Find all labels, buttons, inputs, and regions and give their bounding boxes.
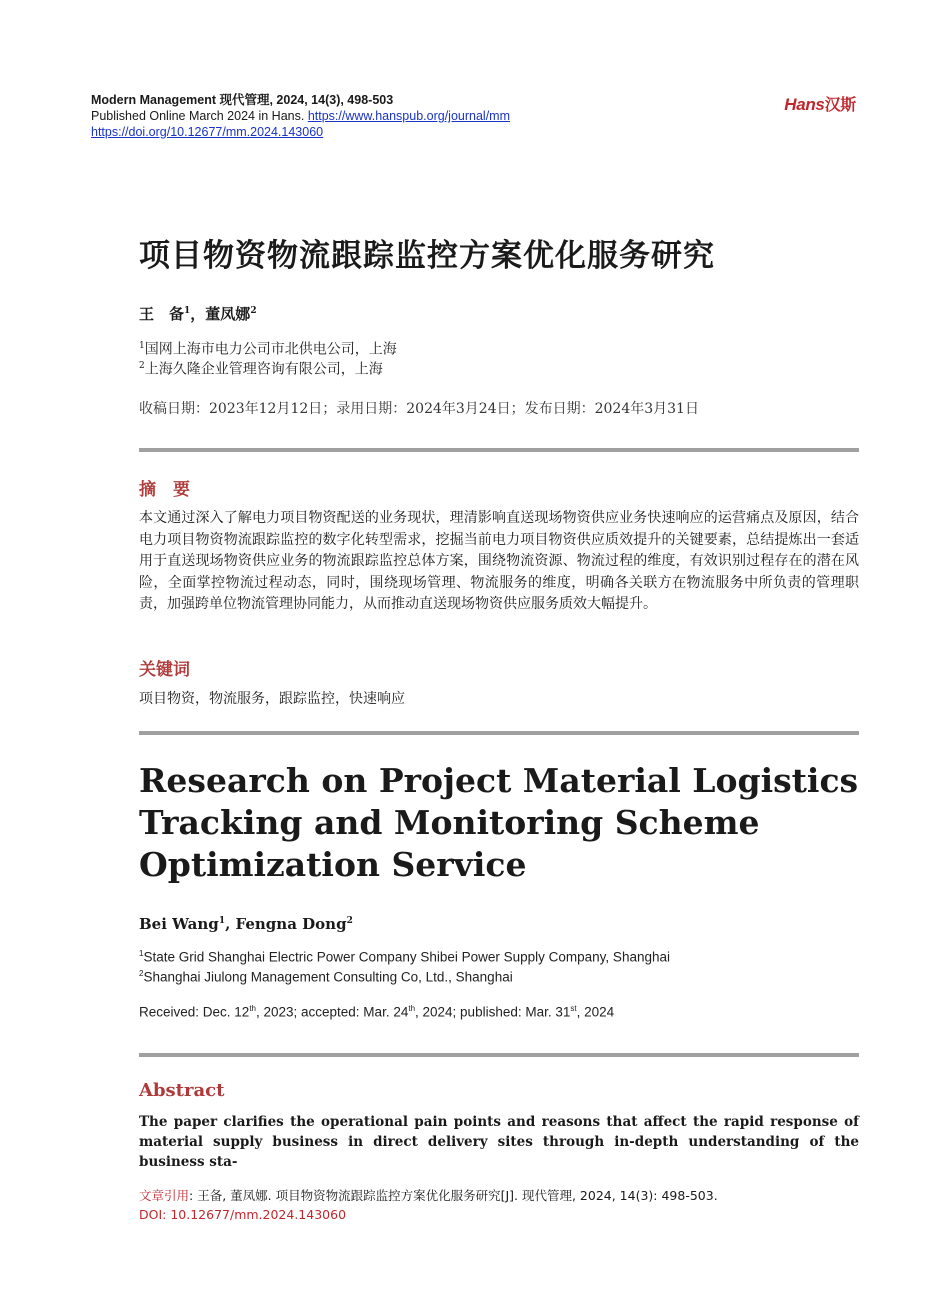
logo-en: Hans (784, 95, 825, 114)
citation-text: : 王备, 董凤娜. 项目物资物流跟踪监控方案优化服务研究[J]. 现代管理, 2024, 14(3): 498-503. (189, 1188, 718, 1203)
en-abstract-heading: Abstract (139, 1080, 225, 1101)
en-aff1-sup: 1 (139, 949, 144, 958)
cn-author-1: 王 备 (139, 305, 185, 323)
journal-name: Modern Management 现代管理, 2024, 14(3), 498-503 (91, 93, 394, 107)
citation (139, 1186, 718, 1224)
en-affiliation-2 (139, 964, 513, 988)
cn-aff1-text: 国网上海市电力公司市北供电公司，上海 (144, 341, 397, 358)
en-author-2: Fengna Dong (235, 915, 347, 933)
cn-author-1-sup: 1 (184, 306, 191, 316)
cn-abstract-heading: 摘 要 (139, 480, 190, 500)
en-accepted-sup: th (408, 1004, 416, 1013)
cn-dates: 收稿日期：2023年12月12日；录用日期：2024年3月24日；发布日期：2024年3月31日 (139, 401, 699, 417)
en-abstract: The paper clarifies the operational pain points and reasons that affect the rapid response of material supply business in direct delivery sites through in-depth understanding of the business sta- (139, 1114, 859, 1170)
divider (139, 731, 859, 735)
journal-link[interactable]: https://www.hanspub.org/journal/mm (307, 109, 510, 123)
en-published-sup: st (570, 1004, 577, 1013)
cn-title: 项目物资物流跟踪监控方案优化服务研究 (139, 238, 715, 274)
en-author-sep: , (225, 915, 236, 933)
en-author-1-sup: 1 (218, 916, 226, 926)
published-text: Published Online March 2024 in Hans. (91, 109, 305, 123)
en-aff2-text: Shanghai Jiulong Management Consulting Co, Ltd., Shanghai (143, 969, 513, 985)
cn-author-2-sup: 2 (250, 306, 257, 316)
cn-aff2-sup: 2 (139, 361, 145, 371)
en-author-2-sup: 2 (346, 916, 353, 926)
cn-keywords: 项目物资，物流服务，跟踪监控，快速响应 (139, 691, 405, 707)
en-received: Received: Dec. 12 (139, 1004, 250, 1020)
en-aff1-text: State Grid Shanghai Electric Power Company Shibei Power Supply Company, Shanghai (143, 949, 670, 965)
divider (139, 448, 859, 452)
en-accepted: , 2023; accepted: Mar. 24 (255, 1004, 409, 1020)
en-received-sup: th (249, 1004, 256, 1013)
en-dates (139, 1004, 614, 1020)
citation-label: 文章引用 (139, 1188, 190, 1203)
en-title: Research on Project Material Logistics Tracking and Monitoring Scheme Optimization Service (139, 761, 859, 884)
cn-author-2: 董凤娜 (205, 305, 251, 323)
publication-line (91, 108, 510, 124)
cn-abstract: 本文通过深入了解电力项目物资配送的业务现状，理清影响直送现场物资供应业务快速响应的运营痛点及原因，结合电力项目物资物流跟踪监控的数字化转型需求，挖掘当前电力项目物资供应质效提升的关键要素，总结提炼出一套适用于直送现场物资供应业务的物流跟踪监控总体方案，围绕物流资源、物流过程的维度，有效识别过程存在的潜在风险，全面掌控物流过程动态，同时，围绕现场管理、物流服务的维度，明确各关联方在物流服务中所负责的管理职责，加强跨单位物流管理协同能力，从而推动直送现场物资供应服务质效大幅提升。 (139, 510, 859, 612)
hans-logo (784, 92, 856, 115)
en-year: , 2024 (576, 1004, 615, 1020)
en-aff2-sup: 2 (139, 969, 144, 978)
cn-affiliation-2 (139, 356, 383, 380)
en-author-1: Bei Wang (139, 915, 219, 933)
cn-author-sep: ， (190, 305, 206, 323)
divider (139, 1053, 859, 1057)
logo-cn: 汉斯 (824, 97, 856, 114)
citation-doi: DOI: 10.12677/mm.2024.143060 (139, 1207, 347, 1222)
en-authors (139, 915, 353, 933)
cn-keywords-heading: 关键词 (139, 660, 190, 680)
journal-header (91, 92, 510, 140)
cn-aff2-text: 上海久隆企业管理咨询有限公司，上海 (144, 361, 383, 378)
en-published: , 2024; published: Mar. 31 (415, 1004, 571, 1020)
cn-aff1-sup: 1 (139, 341, 145, 351)
cn-authors (139, 303, 257, 324)
doi-link[interactable]: https://doi.org/10.12677/mm.2024.143060 (91, 125, 324, 139)
